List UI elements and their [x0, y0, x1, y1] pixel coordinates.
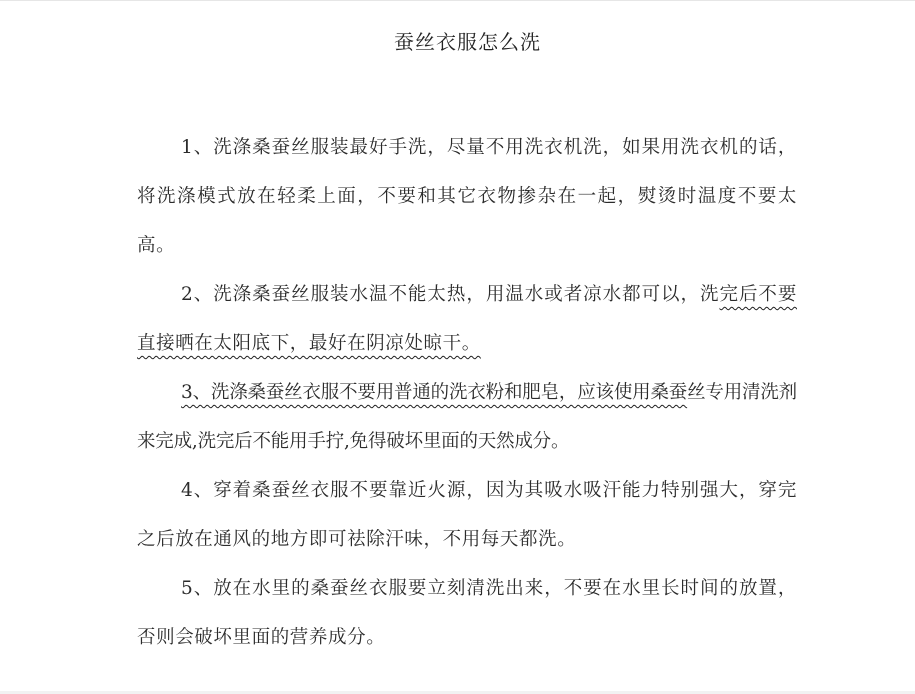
document-body: [137, 123, 797, 662]
document-title: 蚕丝衣服怎么洗: [394, 30, 541, 54]
paragraph-4: 4、穿着桑蚕丝衣服不要靠近火源，因为其吸水吸汗能力特别强大，穿完之后放在通风的地方即可祛除汗味，不用每天都洗。: [137, 480, 797, 550]
paragraph-2-text: 2、洗涤桑蚕丝服装水温不能太热，用温水或者凉水都可以，洗: [181, 284, 720, 305]
paragraph-2: [137, 270, 797, 368]
paragraph-3-marked-text: 3、洗涤桑蚕丝衣服不要用普通的洗衣粉和肥皂，应该使用桑蚕: [181, 382, 688, 403]
paragraph-3-text: 丝专用清洗剂来完成,洗完后不能用手拧,免得破坏里面的天然成分。: [137, 382, 797, 452]
paragraph-2-marked-text: 完后不要直接晒在太阳底下，最好在阴凉处晾干。: [137, 284, 797, 354]
paragraph-1: 1、洗涤桑蚕丝服装最好手洗，尽量不用洗衣机洗，如果用洗衣机的话，将洗涤模式放在轻柔上面，不要和其它衣物掺杂在一起，熨烫时温度不要太高。: [137, 137, 797, 256]
paragraph-3: [137, 368, 797, 466]
paragraph-5: 5、放在水里的桑蚕丝衣服要立刻清洗出来，不要在水里长时间的放置，否则会破坏里面的营养成分。: [137, 578, 797, 648]
